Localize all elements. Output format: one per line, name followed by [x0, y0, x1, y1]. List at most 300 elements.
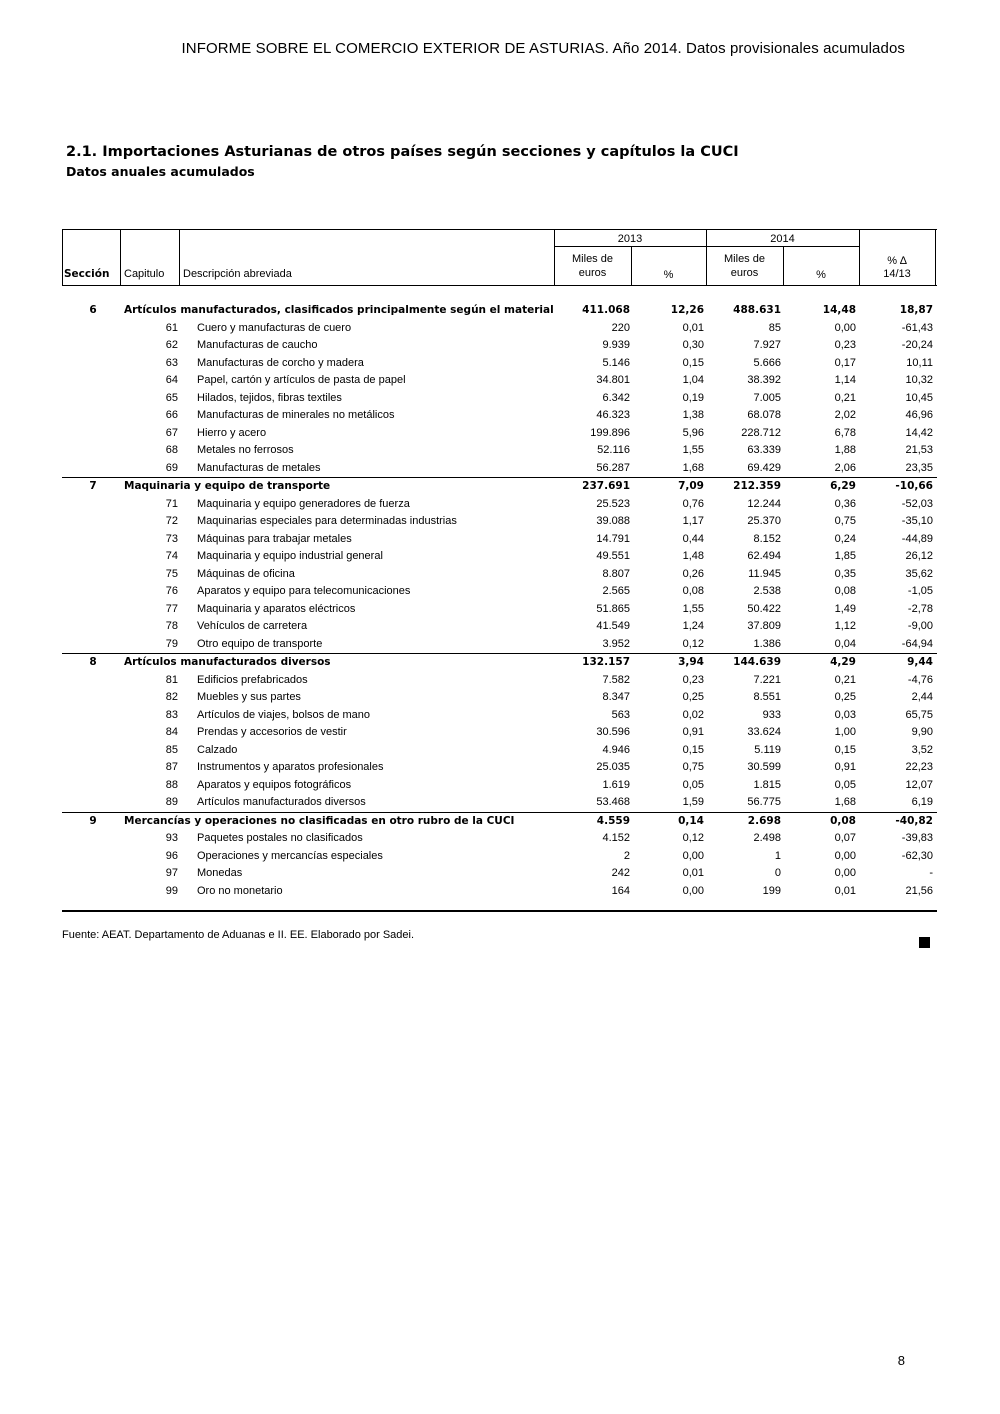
- chapter-code: 62: [165, 339, 178, 351]
- pct-2014: 4,29: [830, 656, 856, 668]
- chapter-row: [62, 707, 937, 725]
- delta-pct: -52,03: [901, 497, 933, 510]
- chapter-row: [62, 724, 937, 742]
- chapter-name: Edificios prefabricados: [197, 673, 308, 686]
- pct-2013: 0,08: [682, 585, 704, 597]
- chapter-name: Paquetes postales no clasificados: [197, 832, 363, 844]
- value-2014: 1.815: [753, 778, 781, 791]
- pct-2013: 0,02: [682, 708, 704, 721]
- value-2013: 9.939: [602, 339, 630, 351]
- value-2014: 2.538: [753, 585, 781, 597]
- chapter-row: [62, 618, 937, 636]
- pct-2014: 0,01: [834, 884, 856, 897]
- pct-2014: 0,91: [834, 761, 856, 773]
- value-2013: 39.088: [596, 515, 630, 527]
- value-2014: 144.639: [733, 656, 781, 668]
- chapter-code: 82: [165, 691, 178, 703]
- value-2013: 14.791: [596, 532, 630, 545]
- pct-2013: 0,14: [678, 814, 704, 827]
- value-2013: 30.596: [596, 726, 630, 738]
- section-code: 7: [89, 480, 97, 492]
- chapter-code: 64: [165, 374, 178, 386]
- chapter-row: [62, 566, 937, 584]
- chapter-code: 73: [165, 532, 178, 545]
- value-2014: 7.005: [753, 391, 781, 404]
- header-euros-2014: euros: [730, 267, 759, 279]
- chapter-name: Maquinaria y aparatos eléctricos: [197, 602, 356, 615]
- pct-2013: 0,00: [682, 884, 704, 897]
- value-2013: 411.068: [582, 304, 630, 316]
- chapter-code: 68: [165, 444, 178, 456]
- value-2013: 242: [611, 867, 630, 879]
- chapter-row: [62, 777, 937, 795]
- header-year-2013: 2013: [617, 233, 643, 245]
- pct-2014: 14,48: [822, 304, 856, 316]
- value-2013: 4.946: [602, 743, 630, 756]
- delta-pct: -62,30: [901, 849, 933, 862]
- delta-pct: 14,42: [905, 426, 933, 439]
- pct-2014: 1,68: [834, 796, 856, 808]
- value-2013: 46.323: [596, 409, 630, 421]
- pct-2014: 2,06: [834, 461, 856, 474]
- chapter-name: Hierro y acero: [197, 426, 267, 439]
- chapter-row: [62, 442, 937, 460]
- pct-2013: 0,12: [682, 832, 704, 844]
- chapter-row: [62, 601, 937, 619]
- chapter-row: [62, 794, 937, 812]
- header-delta-period: 14/13: [883, 268, 911, 280]
- value-2014: 933: [762, 708, 781, 721]
- chapter-name: Operaciones y mercancías especiales: [197, 849, 383, 862]
- chapter-code: 87: [165, 761, 178, 773]
- value-2014: 11.945: [748, 567, 781, 580]
- value-2014: 7.927: [753, 339, 781, 351]
- pct-2013: 0,05: [682, 778, 704, 791]
- chapter-name: Manufacturas de caucho: [197, 339, 318, 351]
- section-code: 8: [89, 656, 97, 668]
- header-delta: % ∆: [887, 255, 907, 267]
- chapter-code: 99: [165, 884, 178, 897]
- delta-pct: 35,62: [905, 567, 933, 580]
- table-bottom-rule: [62, 910, 937, 912]
- delta-pct: 10,32: [905, 374, 933, 386]
- chapter-name: Vehículos de carretera: [197, 620, 308, 632]
- page-number: 8: [897, 1353, 905, 1368]
- section-row: [62, 653, 937, 672]
- pct-2014: 0,23: [834, 339, 856, 351]
- source-note: Fuente: AEAT. Departamento de Aduanas e II. EE. Elaborado por Sadei.: [62, 929, 415, 941]
- chapter-row: [62, 583, 937, 601]
- delta-pct: 10,11: [906, 356, 933, 369]
- section-code: 6: [89, 304, 97, 316]
- chapter-row: [62, 548, 937, 566]
- header-seccion: Sección: [64, 268, 110, 280]
- chapter-name: Hilados, tejidos, fibras textiles: [197, 391, 342, 404]
- value-2013: 8.347: [602, 691, 630, 703]
- pct-2014: 1,12: [834, 620, 856, 632]
- delta-pct: -: [929, 867, 933, 879]
- value-2013: 49.551: [596, 550, 630, 562]
- value-2014: 68.078: [747, 409, 781, 421]
- chapter-code: 85: [165, 743, 178, 756]
- chapter-row: [62, 848, 937, 866]
- chapter-row: [62, 830, 937, 848]
- section-name: Maquinaria y equipo de transporte: [124, 480, 331, 492]
- section-row: [62, 812, 937, 831]
- value-2014: 50.422: [747, 602, 781, 615]
- pct-2014: 0,03: [834, 708, 856, 721]
- value-2014: 7.221: [753, 673, 781, 686]
- header-year-2014: 2014: [770, 233, 795, 245]
- chapter-name: Monedas: [197, 867, 243, 879]
- chapter-name: Instrumentos y aparatos profesionales: [197, 761, 384, 773]
- pct-2013: 0,00: [682, 849, 704, 862]
- value-2014: 1: [774, 849, 781, 862]
- value-2013: 56.287: [596, 461, 630, 474]
- delta-pct: 2,44: [911, 691, 933, 703]
- delta-pct: 9,44: [907, 656, 933, 668]
- chapter-code: 84: [165, 726, 178, 738]
- value-2014: 8.551: [753, 691, 781, 703]
- pct-2013: 0,01: [682, 867, 704, 879]
- delta-pct: -20,24: [901, 339, 933, 351]
- chapter-name: Maquinaria y equipo generadores de fuerza: [197, 497, 410, 510]
- pct-2014: 0,00: [834, 321, 856, 334]
- pct-2013: 0,25: [682, 691, 704, 703]
- chapter-name: Máquinas de oficina: [197, 567, 295, 580]
- chapter-code: 65: [165, 391, 178, 404]
- section-name: Artículos manufacturados diversos: [124, 656, 331, 668]
- delta-pct: 23,35: [905, 461, 933, 474]
- pct-2013: 0,19: [682, 391, 704, 404]
- delta-pct: 18,87: [899, 304, 933, 316]
- value-2014: 37.809: [747, 620, 781, 632]
- value-2014: 63.339: [747, 444, 781, 456]
- value-2014: 25.370: [747, 515, 781, 527]
- pct-2013: 0,76: [682, 497, 704, 510]
- value-2013: 2.565: [602, 585, 630, 597]
- value-2014: 2.698: [747, 814, 781, 827]
- chapter-name: Maquinarias especiales para determinadas industrias: [197, 515, 457, 527]
- delta-pct: -61,43: [901, 321, 933, 334]
- chapter-row: [62, 742, 937, 760]
- chapter-row: [62, 425, 937, 443]
- pct-2013: 0,12: [682, 637, 704, 650]
- chapter-row: [62, 390, 937, 408]
- value-2013: 3.952: [602, 637, 630, 650]
- chapter-code: 61: [165, 321, 178, 334]
- value-2013: 220: [611, 321, 630, 334]
- delta-pct: -2,78: [907, 602, 933, 615]
- chapter-row: [62, 337, 937, 355]
- value-2013: 563: [611, 708, 630, 721]
- value-2014: 212.359: [733, 480, 781, 492]
- pct-2014: 6,29: [830, 480, 856, 492]
- value-2013: 1.619: [602, 778, 630, 791]
- value-2013: 52.116: [597, 444, 630, 456]
- chapter-name: Aparatos y equipo para telecomunicaciones: [197, 585, 411, 597]
- delta-pct: 21,56: [905, 884, 933, 897]
- chapter-row: [62, 865, 937, 883]
- header-capitulo: Capitulo: [124, 268, 165, 280]
- table-body: [62, 302, 937, 900]
- pct-2014: 6,78: [834, 426, 856, 439]
- report-header: INFORME SOBRE EL COMERCIO EXTERIOR DE ASTURIAS. Año 2014. Datos provisionales acumulados: [181, 40, 905, 57]
- header-divider: [120, 230, 121, 285]
- pct-2013: 0,91: [682, 726, 704, 738]
- pct-2014: 0,00: [834, 867, 856, 879]
- pct-2014: 0,17: [834, 356, 856, 369]
- value-2014: 85: [768, 321, 781, 334]
- chapter-name: Máquinas para trabajar metales: [197, 532, 352, 545]
- pct-2014: 0,21: [834, 673, 856, 686]
- chapter-name: Aparatos y equipos fotográficos: [197, 778, 352, 791]
- value-2014: 8.152: [753, 532, 781, 545]
- header-miles-2014: Miles de: [724, 253, 765, 265]
- pct-2014: 0,05: [834, 778, 856, 791]
- value-2014: 5.666: [753, 356, 781, 369]
- pct-2013: 0,15: [682, 356, 704, 369]
- pct-2014: 1,85: [834, 550, 856, 562]
- chapter-code: 77: [165, 602, 178, 615]
- chapter-code: 63: [165, 356, 178, 369]
- value-2013: 132.157: [582, 656, 630, 668]
- chapter-row: [62, 883, 937, 901]
- delta-pct: -10,66: [895, 480, 933, 492]
- chapter-code: 89: [165, 796, 178, 808]
- pct-2014: 2,02: [834, 409, 856, 421]
- value-2014: 33.624: [747, 726, 781, 738]
- value-2013: 237.691: [582, 480, 630, 492]
- pct-2013: 0,26: [682, 567, 704, 580]
- value-2014: 199: [762, 884, 781, 897]
- value-2013: 4.152: [602, 832, 630, 844]
- delta-pct: 22,23: [905, 761, 933, 773]
- pct-2013: 3,94: [678, 656, 704, 668]
- chapter-code: 81: [165, 673, 178, 686]
- chapter-name: Manufacturas de minerales no metálicos: [197, 409, 395, 421]
- chapter-row: [62, 759, 937, 777]
- pct-2014: 1,14: [834, 374, 856, 386]
- chapter-name: Prendas y accesorios de vestir: [197, 726, 347, 738]
- value-2013: 4.559: [596, 814, 630, 827]
- chapter-row: [62, 320, 937, 338]
- delta-pct: -35,10: [901, 515, 933, 527]
- chapter-name: Maquinaria y equipo industrial general: [197, 550, 383, 562]
- value-2013: 25.035: [596, 761, 630, 773]
- chapter-name: Metales no ferrosos: [197, 444, 294, 456]
- chapter-row: [62, 355, 937, 373]
- chapter-code: 74: [165, 550, 178, 562]
- chapter-code: 79: [165, 637, 178, 650]
- value-2013: 199.896: [590, 426, 630, 439]
- pct-2014: 0,75: [834, 515, 856, 527]
- chapter-code: 72: [165, 515, 178, 527]
- delta-pct: 46,96: [905, 409, 933, 421]
- chapter-row: [62, 372, 937, 390]
- delta-pct: 12,07: [905, 778, 933, 791]
- header-divider: [62, 230, 63, 285]
- chapter-code: 76: [165, 585, 178, 597]
- value-2013: 2: [623, 849, 630, 862]
- chapter-name: Manufacturas de metales: [197, 461, 321, 474]
- chapter-name: Papel, cartón y artículos de pasta de papel: [197, 374, 406, 386]
- pct-2013: 1,55: [682, 602, 704, 615]
- chapter-code: 93: [165, 832, 178, 844]
- pct-2013: 0,01: [682, 321, 704, 334]
- delta-pct: 3,52: [911, 743, 933, 756]
- chapter-name: Artículos manufacturados diversos: [197, 796, 366, 808]
- value-2013: 8.807: [602, 567, 630, 580]
- chapter-row: [62, 496, 937, 514]
- value-2014: 56.775: [747, 796, 781, 808]
- pct-2014: 0,00: [834, 849, 856, 862]
- pct-2013: 0,44: [682, 532, 704, 545]
- value-2013: 51.865: [596, 602, 630, 615]
- pct-2013: 1,24: [682, 620, 704, 632]
- delta-pct: -4,76: [907, 673, 933, 686]
- header-descripcion: Descripción abreviada: [183, 268, 292, 280]
- table-title: 2.1. Importaciones Asturianas de otros países según secciones y capítulos la CUCI: [66, 144, 739, 160]
- section-row: [62, 477, 937, 496]
- pct-2014: 0,21: [834, 391, 856, 404]
- pct-2014: 0,24: [834, 532, 856, 545]
- chapter-code: 96: [165, 849, 178, 862]
- pct-2013: 1,59: [682, 796, 704, 808]
- pct-2013: 12,26: [670, 304, 704, 316]
- delta-pct: -39,83: [901, 832, 933, 844]
- table-header: [62, 229, 937, 286]
- pct-2014: 0,15: [834, 743, 856, 756]
- pct-2013: 0,30: [682, 339, 704, 351]
- header-pct-2014: %: [816, 269, 826, 281]
- pct-2014: 0,25: [834, 691, 856, 703]
- pct-2013: 0,15: [682, 743, 704, 756]
- value-2013: 5.146: [602, 356, 630, 369]
- pct-2013: 0,23: [682, 673, 704, 686]
- value-2013: 34.801: [596, 374, 630, 386]
- year-rule: [554, 246, 859, 247]
- pct-2014: 0,08: [830, 814, 856, 827]
- header-divider: [935, 230, 936, 285]
- delta-pct: -1,05: [907, 585, 933, 597]
- value-2014: 488.631: [733, 304, 781, 316]
- value-2014: 0: [774, 867, 781, 879]
- value-2014: 62.494: [747, 550, 781, 562]
- value-2014: 38.392: [747, 374, 781, 386]
- section-name: Mercancías y operaciones no clasificadas en otro rubro de la CUCI: [124, 814, 515, 827]
- chapter-code: 67: [165, 426, 178, 439]
- chapter-name: Calzado: [197, 743, 238, 756]
- value-2013: 41.549: [596, 620, 630, 632]
- pct-2014: 1,49: [834, 602, 856, 615]
- chapter-name: Manufacturas de corcho y madera: [197, 356, 364, 369]
- pct-2014: 0,36: [834, 497, 856, 510]
- imports-table: [62, 229, 937, 900]
- chapter-name: Artículos de viajes, bolsos de mano: [197, 708, 371, 721]
- delta-pct: -9,00: [907, 620, 933, 632]
- header-miles-2013: Miles de: [572, 253, 613, 265]
- section-code: 9: [89, 814, 97, 827]
- pct-2014: 0,04: [834, 637, 856, 650]
- chapter-code: 71: [165, 497, 178, 510]
- delta-pct: 26,12: [905, 550, 933, 562]
- header-pct-2013: %: [663, 269, 674, 281]
- delta-pct: 6,19: [911, 796, 933, 808]
- chapter-name: Cuero y manufacturas de cuero: [197, 321, 352, 334]
- section-row: [62, 302, 937, 320]
- chapter-name: Muebles y sus partes: [197, 691, 301, 703]
- value-2013: 164: [611, 884, 630, 897]
- pct-2013: 1,04: [682, 374, 704, 386]
- value-2014: 1.386: [753, 637, 781, 650]
- chapter-code: 69: [165, 461, 178, 474]
- pct-2013: 7,09: [678, 480, 704, 492]
- pct-2013: 5,96: [682, 426, 704, 439]
- chapter-code: 75: [165, 567, 178, 580]
- value-2014: 228.712: [741, 426, 781, 439]
- header-divider: [179, 230, 180, 285]
- chapter-code: 66: [165, 409, 178, 421]
- chapter-row: [62, 460, 937, 478]
- table-subtitle: Datos anuales acumulados: [66, 164, 255, 179]
- value-2014: 2.498: [753, 832, 781, 844]
- chapter-row: [62, 689, 937, 707]
- value-2013: 7.582: [602, 673, 630, 686]
- delta-pct: -64,94: [901, 637, 933, 650]
- square-marker-icon: [919, 937, 930, 948]
- chapter-code: 97: [165, 867, 178, 879]
- delta-pct: 10,45: [905, 391, 933, 404]
- chapter-row: [62, 672, 937, 690]
- pct-2014: 1,00: [834, 726, 856, 738]
- delta-pct: 21,53: [905, 444, 933, 456]
- pct-2014: 1,88: [834, 444, 856, 456]
- delta-pct: 65,75: [905, 708, 933, 721]
- delta-pct: 9,90: [911, 726, 933, 738]
- pct-2013: 1,48: [682, 550, 704, 562]
- chapter-name: Oro no monetario: [197, 884, 283, 897]
- section-name: Artículos manufacturados, clasificados principalmente según el material: [124, 304, 554, 316]
- chapter-row: [62, 513, 937, 531]
- chapter-row: [62, 636, 937, 654]
- value-2014: 12.244: [747, 497, 781, 510]
- pct-2013: 1,38: [682, 409, 704, 421]
- pct-2014: 0,07: [834, 832, 856, 844]
- delta-pct: -44,89: [901, 532, 933, 545]
- pct-2014: 0,35: [834, 567, 856, 580]
- value-2013: 25.523: [596, 497, 630, 510]
- chapter-code: 78: [165, 620, 178, 632]
- pct-2013: 1,55: [682, 444, 704, 456]
- chapter-code: 88: [165, 778, 178, 791]
- pct-2013: 0,75: [682, 761, 704, 773]
- chapter-code: 83: [165, 708, 178, 721]
- chapter-row: [62, 531, 937, 549]
- value-2013: 6.342: [602, 391, 630, 404]
- value-2014: 5.119: [754, 743, 781, 756]
- pct-2014: 0,08: [834, 585, 856, 597]
- header-euros-2013: euros: [578, 267, 607, 279]
- value-2014: 30.599: [747, 761, 781, 773]
- value-2013: 53.468: [596, 796, 630, 808]
- chapter-row: [62, 407, 937, 425]
- chapter-name: Otro equipo de transporte: [197, 637, 323, 650]
- value-2014: 69.429: [747, 461, 781, 474]
- pct-2013: 1,17: [682, 515, 704, 527]
- pct-2013: 1,68: [682, 461, 704, 474]
- delta-pct: -40,82: [895, 814, 933, 827]
